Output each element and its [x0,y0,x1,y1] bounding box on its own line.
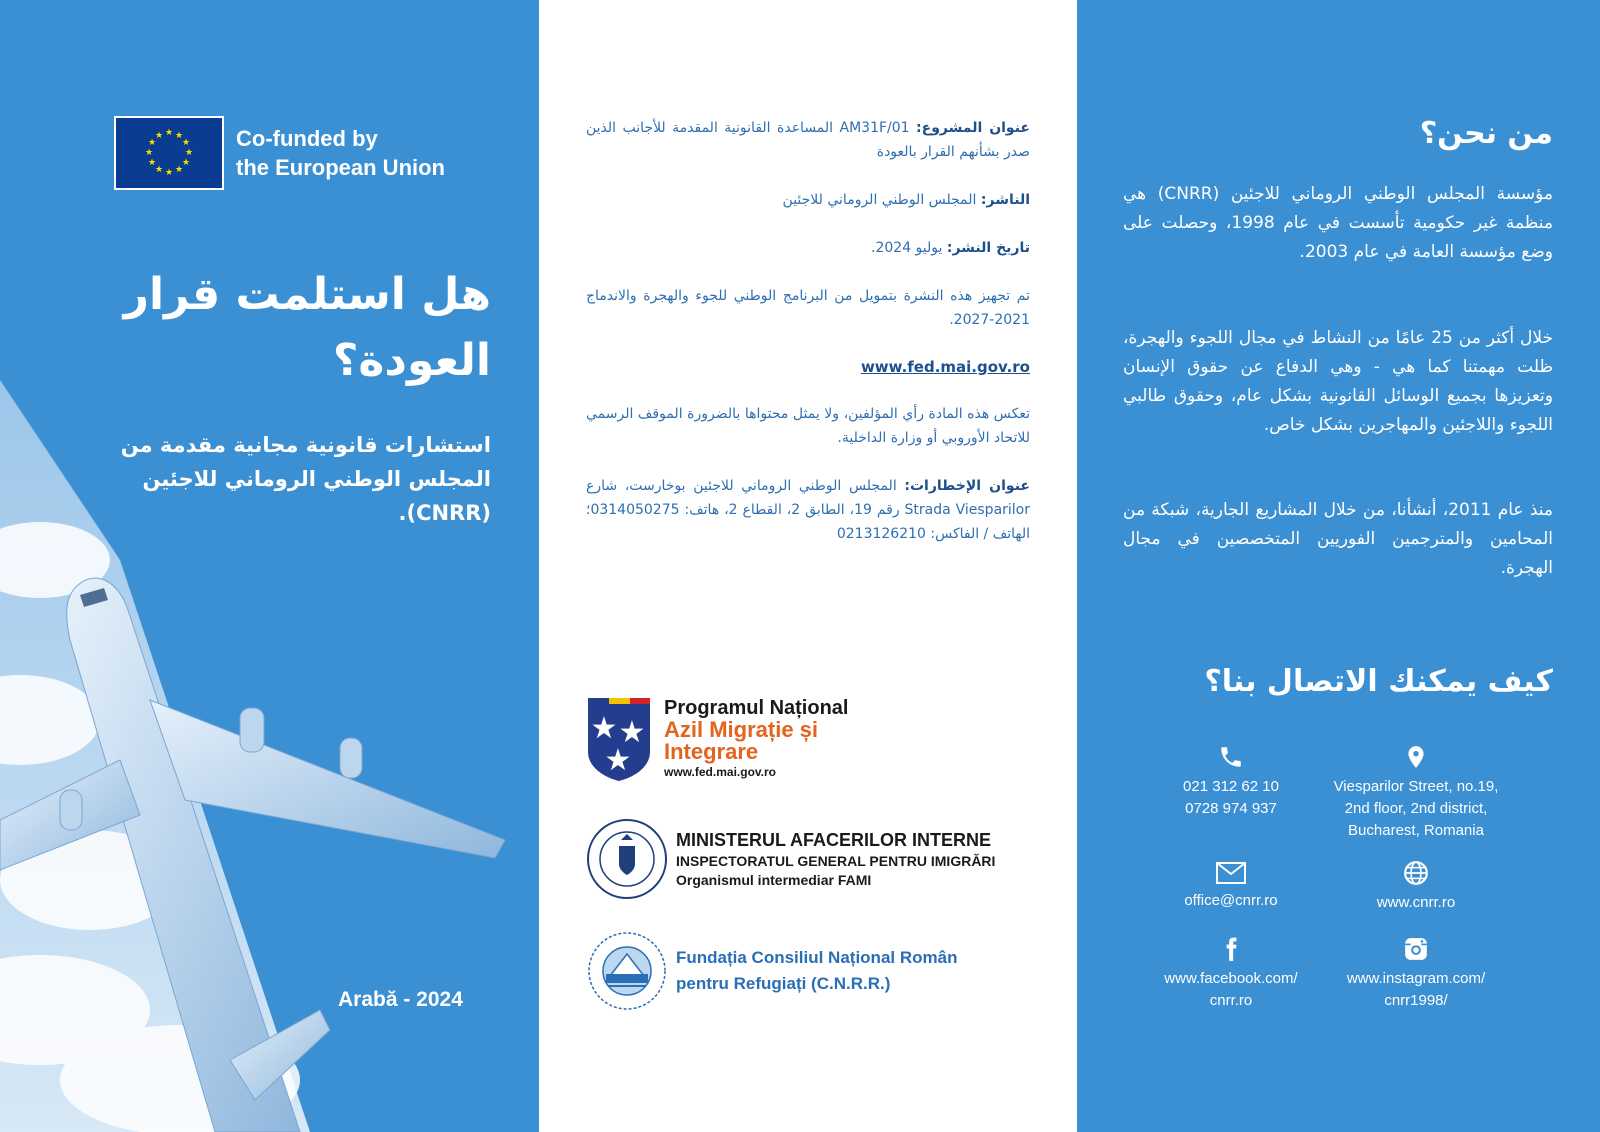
svg-text:★: ★ [184,148,194,158]
about-paragraph-2: خلال أكثر من 25 عامًا من النشاط في مجال اللجوء والهجرة، ظلت مهمتنا كما هي - وهي الدفاع عن حقوق الإنسان وتعزيزها بجميع الوسائل القانونية بشكل عام، وحقوق طالبي اللجوء واللاجئين والمهاجرين بشكل خاص. [1123,328,1554,435]
contact-title: كيف يمكنك الاتصال بنا؟ [1204,664,1553,699]
address-line-3: Bucharest, Romania [1348,822,1484,839]
cover-panel [0,0,539,1132]
svg-text:★: ★ [174,131,184,141]
government-seal-icon [586,818,668,900]
phone-2[interactable]: 0728 974 937 [1185,800,1277,817]
contact-phone [1141,744,1321,820]
cover-title [51,262,491,394]
mai-line-3: Organismul intermediar FAMI [676,872,872,888]
svg-text:★: ★ [618,715,646,750]
publisher-info [586,188,1030,212]
mai-line-2: INSPECTORATUL GENERAL PENTRU IMIGRĂRI [676,853,996,869]
svg-text:★: ★ [147,158,157,168]
phone-icon [1218,744,1244,770]
eu-line-1: Co-funded by [236,126,378,151]
instagram-url-2[interactable]: cnrr1998/ [1384,992,1448,1009]
svg-text:★: ★ [174,165,184,175]
svg-text:★: ★ [154,131,164,141]
who-are-we-title: من نحن؟ [1419,116,1553,151]
cnrr-line-1: Fundația Consiliul Național Român [676,948,958,967]
language-year: Arabă - 2024 [338,988,463,1011]
pn-line-3: Integrare [664,739,759,764]
facebook-url-1[interactable]: www.facebook.com/ [1164,970,1298,987]
svg-text:★: ★ [144,148,154,158]
programul-national-logo [586,696,848,782]
about-paragraph-1: مؤسسة المجلس الوطني الروماني للاجئين (CNRR) هي منظمة غير حكومية تأسست في عام 1998، وحصلت على وضع مؤسسة العامة في عام 2003. [1123,184,1553,262]
cnrr-logo [586,930,957,1012]
facebook-icon [1218,936,1244,962]
contact-address [1326,744,1506,842]
facebook-url-2[interactable]: cnrr.ro [1209,992,1253,1009]
pn-url: www.fed.mai.gov.ro [664,765,777,779]
cover-subtitle-line-2: المجلس الوطني الروماني للاجئين [142,467,491,491]
date-text: يوليو 2024. [871,240,943,256]
date-info [586,236,1030,260]
cnrr-logo-icon [586,930,668,1012]
cnrr-line-2: pentru Refugiați (C.N.R.R.) [676,974,891,993]
location-pin-icon [1403,744,1429,770]
mai-logo [586,818,995,900]
cover-subtitle-line-1: استشارات قانونية مجانية مقدمة من [120,433,491,457]
svg-text:★: ★ [147,138,157,148]
instagram-icon [1403,936,1429,962]
eu-line-2: the European Union [236,155,445,180]
cover-subtitle [61,428,491,530]
contact-website [1326,860,1506,914]
address-line-2: 2nd floor, 2nd district, [1344,800,1488,817]
svg-text:★: ★ [181,138,191,148]
fed-mai-link[interactable]: www.fed.mai.gov.ro [860,358,1030,376]
publisher-text: المجلس الوطني الروماني للاجئين [782,192,977,208]
about-panel [1077,0,1600,1132]
project-info [586,116,1030,164]
info-panel [539,0,1077,1132]
address-line-1: Viesparilor Street, no.19, [1333,778,1499,795]
disclaimer-text: تعكس هذه المادة رأي المؤلفين، ولا يمثل محتواها بالضرورة الموقف الرسمي للاتحاد الأوروبي أو وزارة الداخلية. [586,406,1030,446]
website-url[interactable]: www.cnrr.ro [1376,894,1456,911]
date-label: تاريخ النشر: [946,240,1030,256]
contact-instagram [1326,936,1506,1012]
eu-cofunded-logo [114,116,445,190]
pn-line-1: Programul Național [664,697,849,719]
cover-title-line-2: العودة؟ [332,335,491,386]
svg-text:★: ★ [590,711,618,746]
instagram-url-1[interactable]: www.instagram.com/ [1346,970,1486,987]
notice-text: المجلس الوطني الروماني للاجئين بوخارست، شارع Strada Viesparilor رقم 19، الطابق 2، القطاع 2، هاتف: 0314050275؛ الهاتف / الفاكس: 0213126210 [586,478,1031,542]
pn-line-2: Azil Migrație și [664,717,819,742]
svg-text:★: ★ [181,158,191,168]
project-label: عنوان المشروع: [916,120,1030,136]
svg-text:★: ★ [164,128,174,138]
funding-text: تم تجهيز هذه النشرة بتمويل من البرنامج الوطني للجوء والهجرة والاندماج 2021-2027. [586,288,1030,328]
eu-flag-icon [114,116,224,190]
contact-facebook [1141,936,1321,1012]
notice-info [586,474,1030,546]
phone-1[interactable]: 021 312 62 10 [1183,778,1279,795]
publisher-label: الناشر: [980,192,1030,208]
email-address[interactable]: office@cnrr.ro [1184,892,1278,909]
mai-line-1: MINISTERUL AFACERILOR INTERNE [676,830,992,850]
email-icon [1216,862,1246,884]
cover-subtitle-line-3: (CNRR). [398,501,491,525]
notice-label: عنوان الإخطارات: [904,478,1030,494]
about-paragraph-3: منذ عام 2011، أنشأنا، من خلال المشاريع الجارية، شبكة من المحامين والمترجمين الفوريين المتخصصين في مجال الهجرة. [1123,500,1553,578]
svg-text:★: ★ [154,165,164,175]
globe-icon [1403,860,1429,886]
contact-email [1141,862,1321,912]
project-text: AM31F/01 المساعدة القانونية المقدمة للأجانب الذين صدر بشأنهم القرار بالعودة [586,120,1030,160]
cover-title-line-1: هل استلمت قرار [123,269,491,320]
svg-text:★: ★ [164,168,174,178]
pn-shield-icon [586,696,652,782]
svg-text:★: ★ [604,743,632,778]
